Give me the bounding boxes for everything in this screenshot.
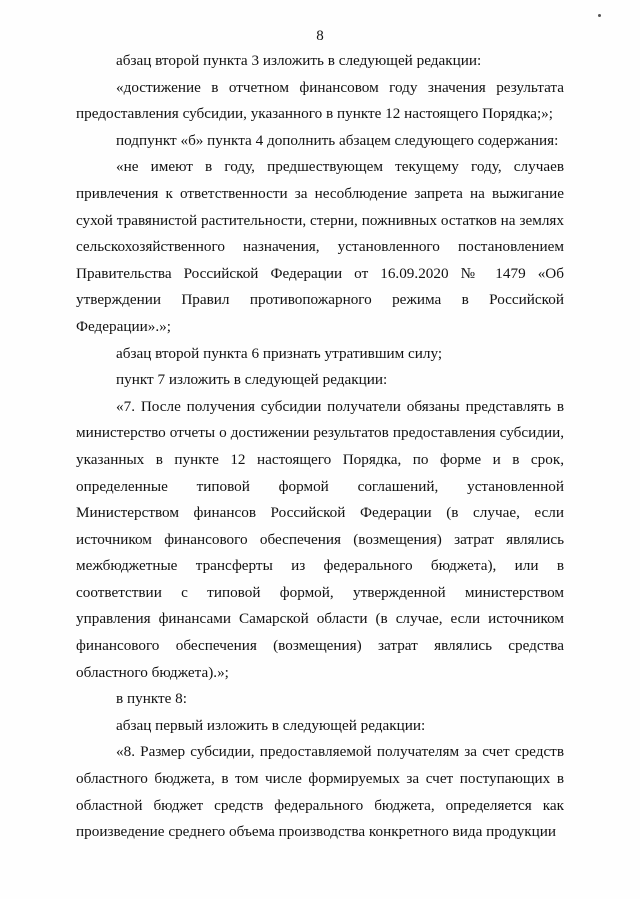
- paragraph: «8. Размер субсидии, предоставляемой получателям за счет средств областного бюджета, в том числе формируемых за счет поступающих в областной бюджет средств федерального бюджета, определяется как произведение среднего объема производства конкретного вида продукции: [76, 743, 564, 841]
- page-number: 8: [316, 28, 324, 44]
- paragraph: абзац первый изложить в следующей редакции:: [116, 716, 426, 734]
- paragraph: пункт 7 изложить в следующей редакции:: [116, 371, 388, 389]
- paragraph: в пункте 8:: [116, 690, 187, 708]
- paragraph: «достижение в отчетном финансовом году значения результата предоставления субсидии, указанного в пункте 12 настоящего Порядка;»;: [76, 78, 564, 123]
- paragraph: «7. После получения субсидии получатели обязаны представлять в министерство отчеты о достижении результатов предоставления субсидии, указанных в пункте 12 настоящего Порядка, по форме и в срок, определенные типовой формой соглашений, установленной Министерством финансов Российской Федерации (в случае, если источником финансового обеспечения (возмещения) затрат являлись межбюджетные трансферты из федерального бюджета), или в соответствии с типовой формой, утвержденной министерством управления финансами Самарской области (в случае, если источником финансового обеспечения (возмещения) затрат являлись средства областного бюджета).»;: [76, 397, 564, 681]
- scan-speck: [598, 14, 601, 17]
- paragraph: абзац второй пункта 3 изложить в следующей редакции:: [116, 52, 482, 69]
- document-body: [76, 48, 564, 846]
- paragraph: подпункт «б» пункта 4 дополнить абзацем следующего содержания:: [116, 131, 559, 149]
- paragraph: «не имеют в году, предшествующем текущему году, случаев привлечения к ответственности за несоблюдение запрета на выжигание сухой травянистой растительности, стерни, пожнивных остатков на землях сельскохозяйственного назначения, установленного постановлением Правительства Российской Федерации от 16.09.2020 № 1479 «Об утверждении Правил противопожарного режима в Российской Федерации».»;: [76, 158, 564, 335]
- paragraph: абзац второй пункта 6 признать утратившим силу;: [116, 344, 443, 362]
